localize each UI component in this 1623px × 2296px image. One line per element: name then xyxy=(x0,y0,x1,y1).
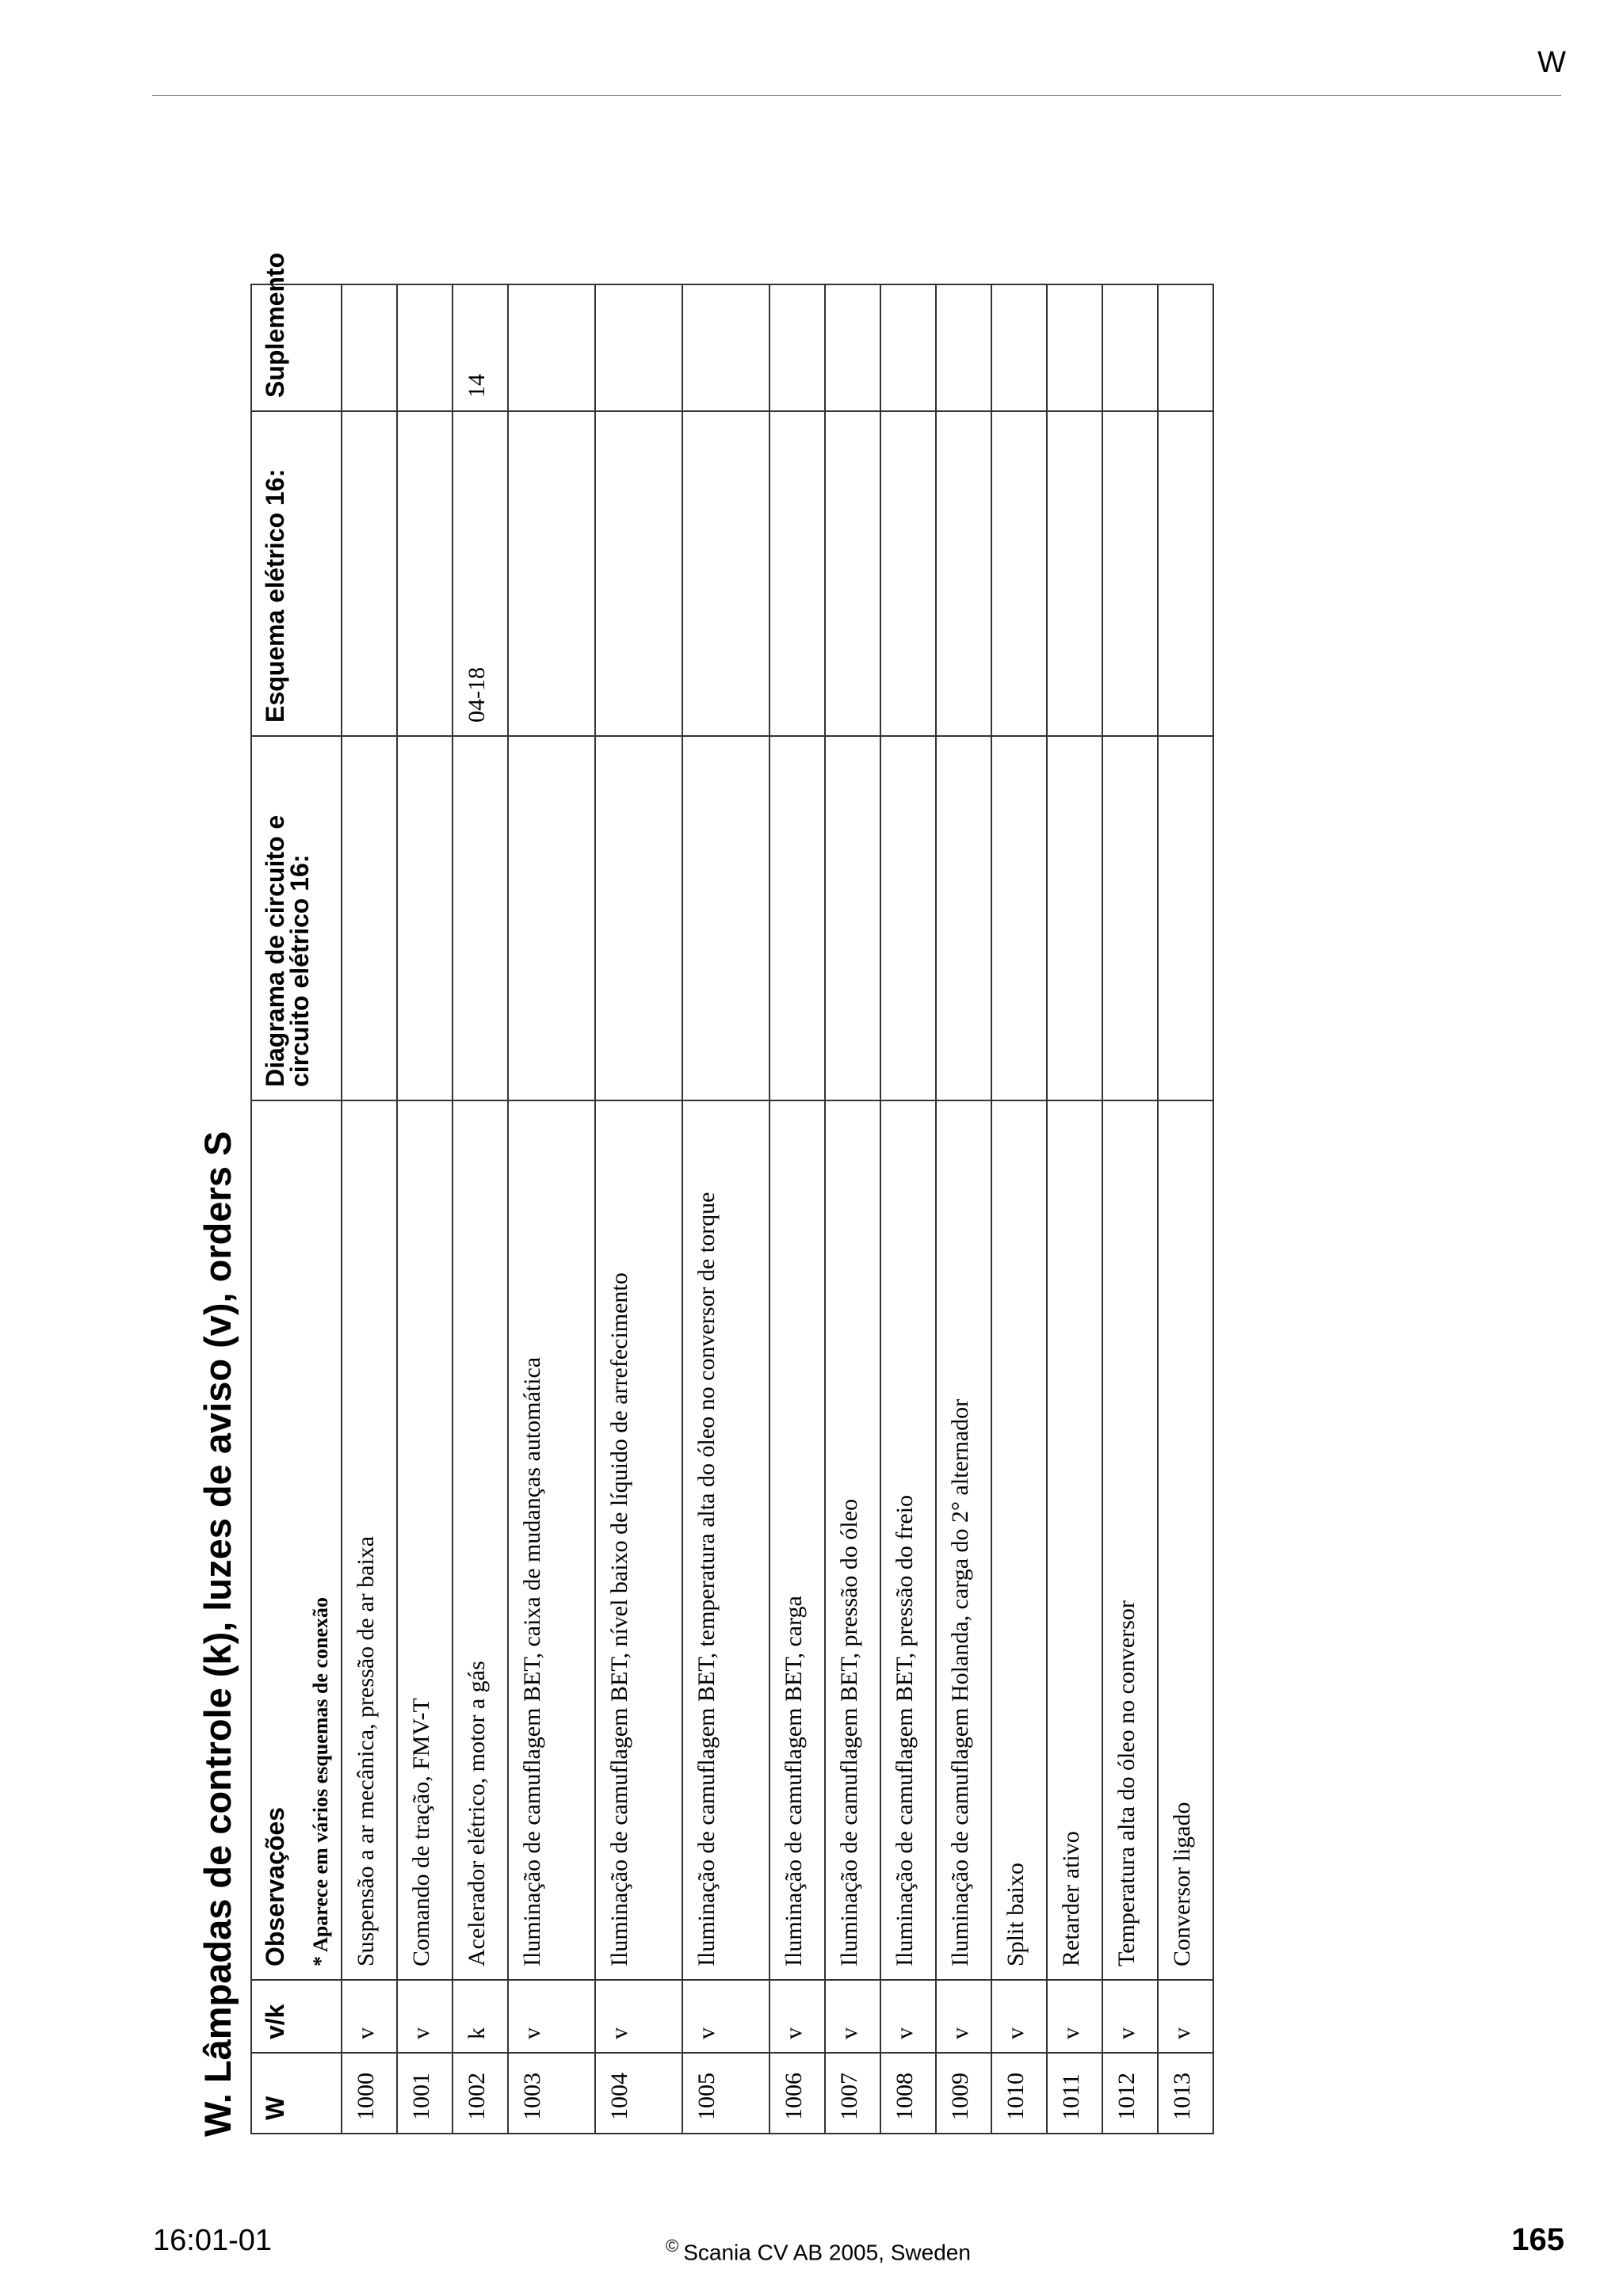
table-row xyxy=(682,284,769,2134)
cell-vk: v xyxy=(1047,1980,1102,2053)
cell-vk: v xyxy=(880,1980,936,2053)
cell-w: 1005 xyxy=(682,2053,769,2134)
cell-vk: v xyxy=(991,1980,1047,2053)
cell-supplement xyxy=(825,284,880,411)
rotated-content xyxy=(194,252,1264,2137)
cell-vk: v xyxy=(825,1980,880,2053)
cell-supplement xyxy=(1158,284,1213,411)
table-row xyxy=(825,284,880,2134)
cell-supplement xyxy=(936,284,991,411)
cell-vk: v xyxy=(1102,1980,1158,2053)
cell-vk: v xyxy=(769,1980,825,2053)
cell-vk: v xyxy=(595,1980,682,2053)
cell-observacoes: Acelerador elétrico, motor a gás xyxy=(453,1100,508,1980)
cell-schema xyxy=(880,411,936,736)
warning-lamps-table xyxy=(250,252,1214,2134)
table-row xyxy=(1102,284,1158,2134)
cell-vk: v xyxy=(936,1980,991,2053)
cell-diagram xyxy=(1102,736,1158,1100)
cell-diagram xyxy=(1158,736,1213,1100)
cell-schema: 04-18 xyxy=(453,411,508,736)
cell-vk: v xyxy=(682,1980,769,2053)
cell-w: 1012 xyxy=(1102,2053,1158,2134)
cell-diagram xyxy=(508,736,595,1100)
cell-observacoes: Conversor ligado xyxy=(1158,1100,1213,1980)
cell-diagram xyxy=(1047,736,1102,1100)
cell-supplement xyxy=(682,284,769,411)
section-letter: W xyxy=(1537,46,1566,79)
page-number: 165 xyxy=(1511,2222,1564,2257)
cell-w: 1004 xyxy=(595,2053,682,2134)
cell-schema xyxy=(595,411,682,736)
header-w: W xyxy=(251,2053,342,2134)
cell-vk: k xyxy=(453,1980,508,2053)
cell-diagram xyxy=(682,736,769,1100)
header-observacoes-note: * Aparece em vários esquemas de conexão xyxy=(309,1596,332,1966)
copyright-symbol: © xyxy=(666,2236,679,2256)
cell-schema xyxy=(936,411,991,736)
cell-supplement xyxy=(880,284,936,411)
cell-observacoes: Iluminação de camuflagem BET, nível baixo de líquido de arrefecimento xyxy=(595,1100,682,1980)
cell-schema xyxy=(769,411,825,736)
cell-diagram xyxy=(453,736,508,1100)
cell-observacoes: Suspensão a ar mecânica, pressão de ar baixa xyxy=(342,1100,397,1980)
cell-diagram xyxy=(880,736,936,1100)
header-rule xyxy=(152,95,1561,96)
header-supplement: Suplemento xyxy=(251,284,342,411)
cell-observacoes: Comando de tração, FMV-T xyxy=(397,1100,453,1980)
cell-schema xyxy=(1102,411,1158,736)
cell-diagram xyxy=(936,736,991,1100)
cell-diagram xyxy=(342,736,397,1100)
cell-observacoes: Temperatura alta do óleo no conversor xyxy=(1102,1100,1158,1980)
header-observacoes xyxy=(251,1100,342,1980)
cell-schema xyxy=(508,411,595,736)
cell-supplement xyxy=(769,284,825,411)
cell-w: 1000 xyxy=(342,2053,397,2134)
cell-diagram xyxy=(397,736,453,1100)
cell-w: 1011 xyxy=(1047,2053,1102,2134)
cell-observacoes: Iluminação de camuflagem BET, carga xyxy=(769,1100,825,1980)
cell-diagram xyxy=(769,736,825,1100)
cell-w: 1013 xyxy=(1158,2053,1213,2134)
cell-w: 1002 xyxy=(453,2053,508,2134)
cell-schema xyxy=(991,411,1047,736)
cell-observacoes: Iluminação de camuflagem BET, caixa de mudanças automática xyxy=(508,1100,595,1980)
cell-supplement xyxy=(397,284,453,411)
cell-schema xyxy=(1158,411,1213,736)
cell-w: 1003 xyxy=(508,2053,595,2134)
cell-supplement xyxy=(1102,284,1158,411)
header-diagram: Diagrama de circuito e circuito elétrico 16: xyxy=(251,736,342,1100)
table-row xyxy=(1158,284,1213,2134)
cell-supplement xyxy=(342,284,397,411)
cell-observacoes: Split baixo xyxy=(991,1100,1047,1980)
cell-schema xyxy=(825,411,880,736)
cell-schema xyxy=(397,411,453,736)
header-vk: v/k xyxy=(251,1980,342,2053)
table-row xyxy=(1047,284,1102,2134)
table-row xyxy=(595,284,682,2134)
cell-supplement xyxy=(595,284,682,411)
cell-diagram xyxy=(595,736,682,1100)
cell-w: 1008 xyxy=(880,2053,936,2134)
cell-supplement xyxy=(508,284,595,411)
cell-vk: v xyxy=(397,1980,453,2053)
cell-schema xyxy=(1047,411,1102,736)
cell-diagram xyxy=(991,736,1047,1100)
table-body xyxy=(342,284,1213,2134)
copyright xyxy=(666,2236,971,2265)
cell-observacoes: Iluminação de camuflagem BET, temperatura alta do óleo no conversor de torque xyxy=(682,1100,769,1980)
cell-w: 1010 xyxy=(991,2053,1047,2134)
table-row xyxy=(397,284,453,2134)
header-schema: Esquema elétrico 16: xyxy=(251,411,342,736)
table-row xyxy=(453,284,508,2134)
cell-supplement xyxy=(1047,284,1102,411)
cell-supplement: 14 xyxy=(453,284,508,411)
doc-code: 16:01-01 xyxy=(153,2224,273,2257)
cell-schema xyxy=(342,411,397,736)
table-row xyxy=(936,284,991,2134)
cell-w: 1007 xyxy=(825,2053,880,2134)
table-header-row xyxy=(251,284,342,2134)
copyright-text: Scania CV AB 2005, Sweden xyxy=(683,2240,971,2265)
cell-diagram xyxy=(825,736,880,1100)
cell-observacoes: Iluminação de camuflagem BET, pressão do freio xyxy=(880,1100,936,1980)
cell-supplement xyxy=(991,284,1047,411)
cell-schema xyxy=(682,411,769,736)
table-row xyxy=(342,284,397,2134)
table-row xyxy=(991,284,1047,2134)
cell-w: 1006 xyxy=(769,2053,825,2134)
cell-observacoes: Iluminação de camuflagem Holanda, carga do 2° alternador xyxy=(936,1100,991,1980)
cell-observacoes: Iluminação de camuflagem BET, pressão do óleo xyxy=(825,1100,880,1980)
table-row xyxy=(880,284,936,2134)
cell-vk: v xyxy=(1158,1980,1213,2053)
page-title: W. Lâmpadas de controle (k), luzes de aviso (v), orders S xyxy=(197,1131,239,2137)
cell-vk: v xyxy=(342,1980,397,2053)
table-row xyxy=(769,284,825,2134)
header-observacoes-label: Observações xyxy=(261,1806,289,1966)
cell-vk: v xyxy=(508,1980,595,2053)
table-row xyxy=(508,284,595,2134)
cell-w: 1009 xyxy=(936,2053,991,2134)
cell-w: 1001 xyxy=(397,2053,453,2134)
cell-observacoes: Retarder ativo xyxy=(1047,1100,1102,1980)
